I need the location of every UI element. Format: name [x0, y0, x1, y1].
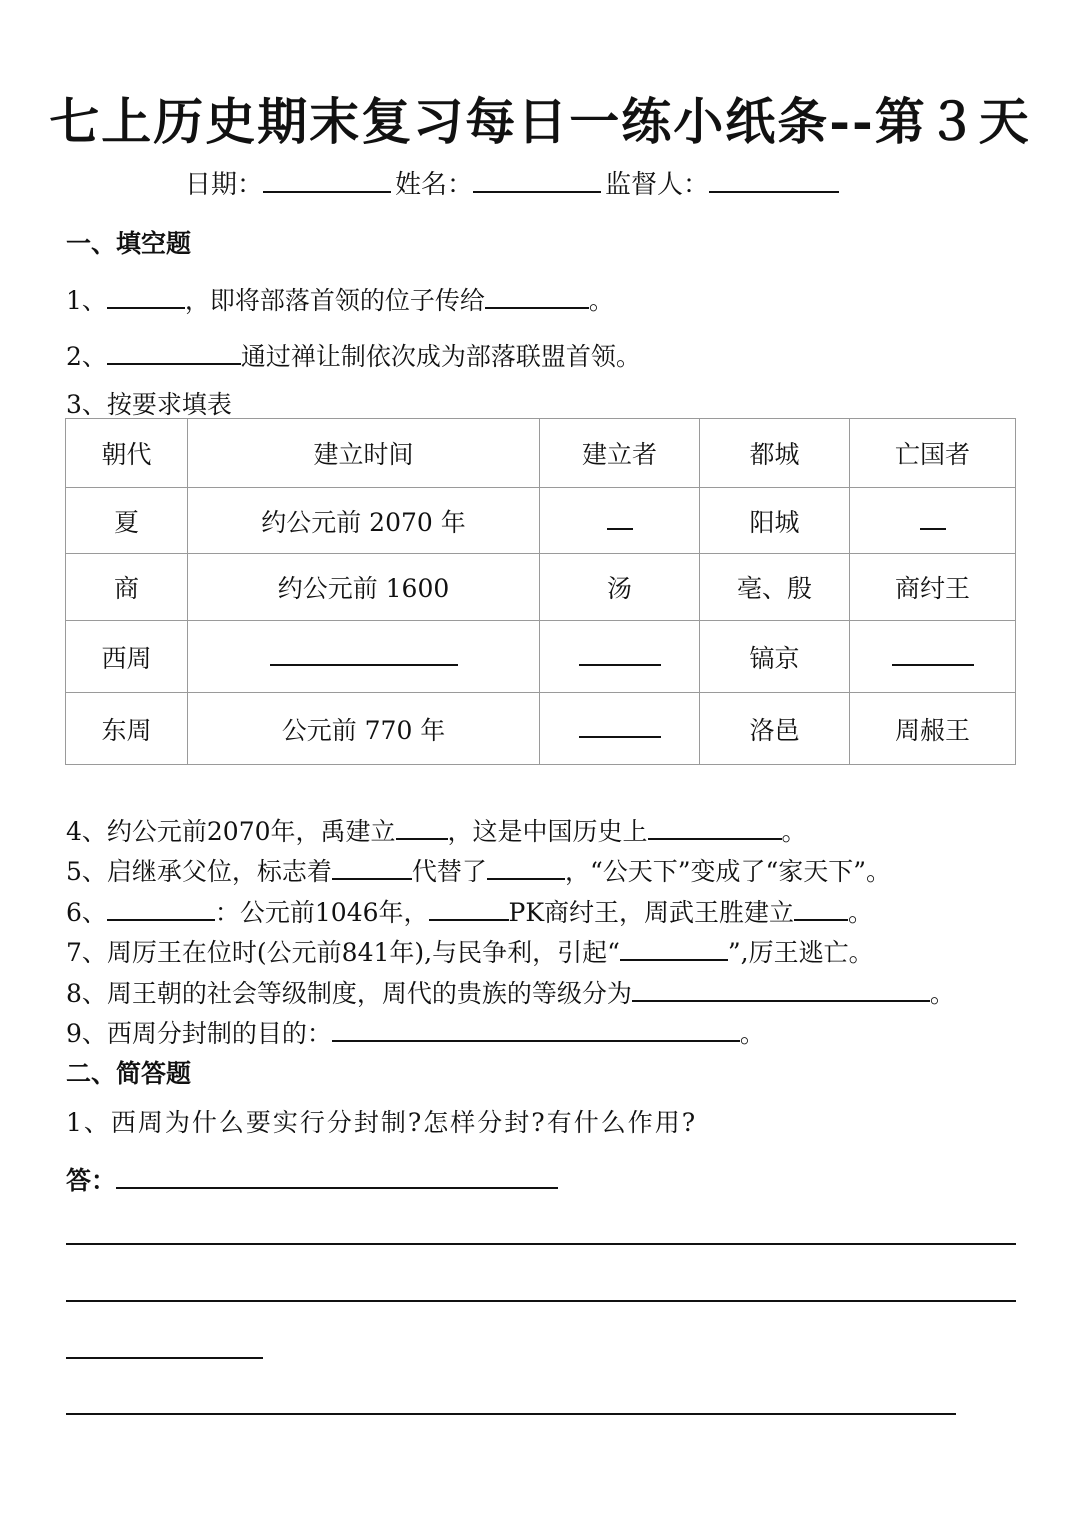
table-cell: 西周 [66, 621, 188, 693]
table-row [66, 621, 1016, 693]
dynasty-table [65, 418, 1016, 765]
supervisor-label: 监督人： [605, 170, 710, 200]
q8-blank[interactable] [632, 978, 930, 1002]
q1-blank-1[interactable] [107, 285, 185, 309]
table-header: 建立时间 [188, 419, 540, 488]
q6-blank-1[interactable] [107, 897, 215, 921]
table-row [66, 554, 1016, 621]
date-blank[interactable] [263, 165, 391, 193]
table-cell: 东周 [66, 693, 188, 765]
q9-blank[interactable] [332, 1018, 740, 1042]
q5-blank-2[interactable] [487, 856, 565, 880]
table-header: 朝代 [66, 419, 188, 488]
answer-line[interactable] [66, 1413, 956, 1415]
table-cell: 亳、殷 [700, 554, 850, 621]
table-cell: 商纣王 [850, 554, 1016, 621]
supervisor-blank[interactable] [709, 165, 839, 193]
header-fields [185, 164, 843, 201]
table-cell: 周赧王 [850, 693, 1016, 765]
question-5: 5、启继承父位，标志着 代替了 ，“公天下”变成了“家天下”。 [66, 857, 892, 886]
table-cell: 约公元前 1600 [188, 554, 540, 621]
table-row [66, 488, 1016, 554]
name-label: 姓名： [395, 170, 474, 200]
q7-blank[interactable] [620, 937, 728, 961]
answer-label: 答： [66, 1166, 117, 1195]
table-cell: 商 [66, 554, 188, 621]
question-8: 8、周王朝的社会等级制度，周代的贵族的等级分为 。 [66, 979, 955, 1008]
name-blank[interactable] [473, 165, 601, 193]
table-cell-blank[interactable] [540, 693, 700, 765]
question-9: 9、西周分封制的目的： 。 [66, 1019, 765, 1048]
question-4: 4、约公元前2070年，禹建立 ，这是中国历史上 。 [66, 817, 807, 846]
table-cell-blank[interactable] [850, 488, 1016, 554]
question-6: 6、 ：公元前1046年， PK商纣王，周武王胜建立 。 [66, 898, 874, 927]
table-header: 建立者 [540, 419, 700, 488]
date-label: 日期： [185, 170, 264, 200]
table-cell: 汤 [540, 554, 700, 621]
section2-heading: 二、简答题 [66, 1059, 192, 1088]
table-cell: 镐京 [700, 621, 850, 693]
q4-blank-2[interactable] [648, 816, 782, 840]
table-row [66, 693, 1016, 765]
q2-blank[interactable] [107, 341, 241, 365]
table-header: 亡国者 [850, 419, 1016, 488]
table-cell: 洛邑 [700, 693, 850, 765]
answer-line[interactable] [66, 1243, 1016, 1245]
q5-blank-1[interactable] [332, 856, 412, 880]
page-title: 七上历史期末复习每日一练小纸条--第３天 [49, 92, 1031, 151]
q6-blank-2[interactable] [429, 897, 509, 921]
question-2: 2、 通过禅让制依次成为部落联盟首领。 [66, 342, 641, 371]
question-1: 1、 ，即将部落首领的位子传给 。 [66, 286, 614, 315]
question-3: 3、按要求填表 [66, 390, 232, 419]
answer-line[interactable] [66, 1357, 263, 1359]
table-cell: 夏 [66, 488, 188, 554]
table-header-row [66, 419, 1016, 488]
question-7: 7、周厉王在位时(公元前841年),与民争利，引起“ ”,厉王逃亡。 [66, 938, 874, 967]
q6-blank-3[interactable] [794, 897, 848, 921]
short-answer-question: 1、西周为什么要实行分封制?怎样分封?有什么作用? [66, 1108, 698, 1137]
section1-heading: 一、填空题 [66, 229, 192, 258]
table-cell: 阳城 [700, 488, 850, 554]
table-header: 都城 [700, 419, 850, 488]
table-cell-blank[interactable] [540, 488, 700, 554]
table-cell: 公元前 770 年 [188, 693, 540, 765]
table-cell-blank[interactable] [540, 621, 700, 693]
q1-blank-2[interactable] [485, 285, 589, 309]
table-cell-blank[interactable] [188, 621, 540, 693]
answer-line[interactable] [116, 1187, 558, 1189]
q4-blank-1[interactable] [396, 816, 448, 840]
answer-line[interactable] [66, 1300, 1016, 1302]
table-cell: 约公元前 2070 年 [188, 488, 540, 554]
table-cell-blank[interactable] [850, 621, 1016, 693]
